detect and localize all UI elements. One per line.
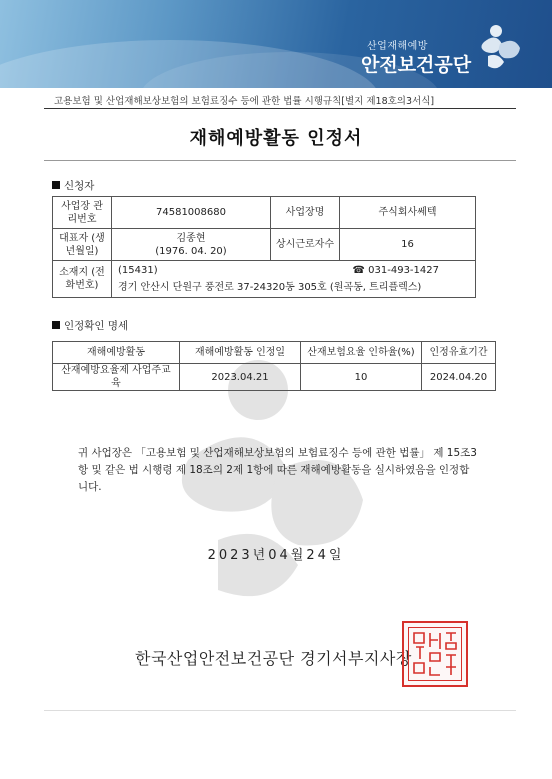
section-heading-cert bbox=[52, 318, 128, 333]
value-biz-name: 주식회사쎄텍 bbox=[340, 197, 476, 229]
applicant-table bbox=[52, 196, 476, 298]
rep-name: 김종현 bbox=[176, 232, 206, 244]
issuer-name: 한국산업안전보건공단 경기서부지사장 bbox=[135, 649, 412, 668]
col-header: 인정유효기간 bbox=[422, 342, 496, 364]
issue-date: 2023년04월24일 bbox=[207, 548, 345, 563]
value-workers: 16 bbox=[340, 229, 476, 261]
col-header: 산재보험요율 인하율(%) bbox=[301, 342, 422, 364]
table-cell: 2023.04.21 bbox=[180, 364, 301, 391]
col-header: 재해예방활동 bbox=[53, 342, 180, 364]
label-workers: 상시근로자수 bbox=[271, 229, 340, 261]
table-cell: 산재예방요율제 사업주교육 bbox=[53, 364, 180, 391]
form-number: 고용보험 및 산업재해보상보험의 보험료징수 등에 관한 법률 시행규칙[별지 제18호의3서식] bbox=[54, 96, 435, 107]
header-banner bbox=[0, 0, 552, 88]
phone-number: ☎ 031-493-1427 bbox=[352, 265, 439, 276]
table-cell: 10 bbox=[301, 364, 422, 391]
divider bbox=[44, 108, 516, 109]
bullet-square-icon bbox=[52, 321, 60, 329]
divider bbox=[44, 160, 516, 161]
document-title: 재해예방활동 인정서 bbox=[189, 128, 363, 149]
certification-table bbox=[52, 341, 496, 391]
certification-statement: 귀 사업장은 「고용보험 및 산업재해보상보험의 보험료징수 등에 관한 법률」 제 15조3항 및 같은 법 시행령 제 18조의 2제 1항에 따른 재해예방활동을 실시하였음을 인정합니다. bbox=[78, 447, 477, 493]
value-address-block bbox=[112, 261, 476, 298]
label-biz-no: 사업장 관리번호 bbox=[53, 197, 112, 229]
table-cell: 2024.04.20 bbox=[422, 364, 496, 391]
label-representative: 대표자 (생년월일) bbox=[53, 229, 112, 261]
org-subtitle: 산업재해예방 bbox=[367, 41, 428, 52]
label-biz-name: 사업장명 bbox=[271, 197, 340, 229]
divider bbox=[44, 710, 516, 711]
col-header: 재해예방활동 인정일 bbox=[180, 342, 301, 364]
section-heading-applicant bbox=[52, 178, 94, 193]
value-representative bbox=[112, 229, 271, 261]
rep-birthdate: (1976. 04. 20) bbox=[155, 245, 227, 257]
label-address: 소재지 (전화번호) bbox=[53, 261, 112, 298]
section-heading-text: 신청자 bbox=[64, 180, 95, 192]
kosha-logo-icon bbox=[474, 22, 524, 72]
official-seal bbox=[402, 621, 468, 687]
section-heading-text: 인정확인 명세 bbox=[64, 320, 129, 332]
seal-glyph-icon bbox=[404, 623, 466, 685]
bullet-square-icon bbox=[52, 181, 60, 189]
postal-code: (15431) bbox=[118, 265, 158, 276]
org-name: 안전보건공단 bbox=[361, 54, 472, 76]
address-line: 경기 안산시 단원구 풍전로 37-24320동 305호 (원곡동, 트리플렉스) bbox=[118, 282, 422, 293]
value-biz-no: 74581008680 bbox=[112, 197, 271, 229]
